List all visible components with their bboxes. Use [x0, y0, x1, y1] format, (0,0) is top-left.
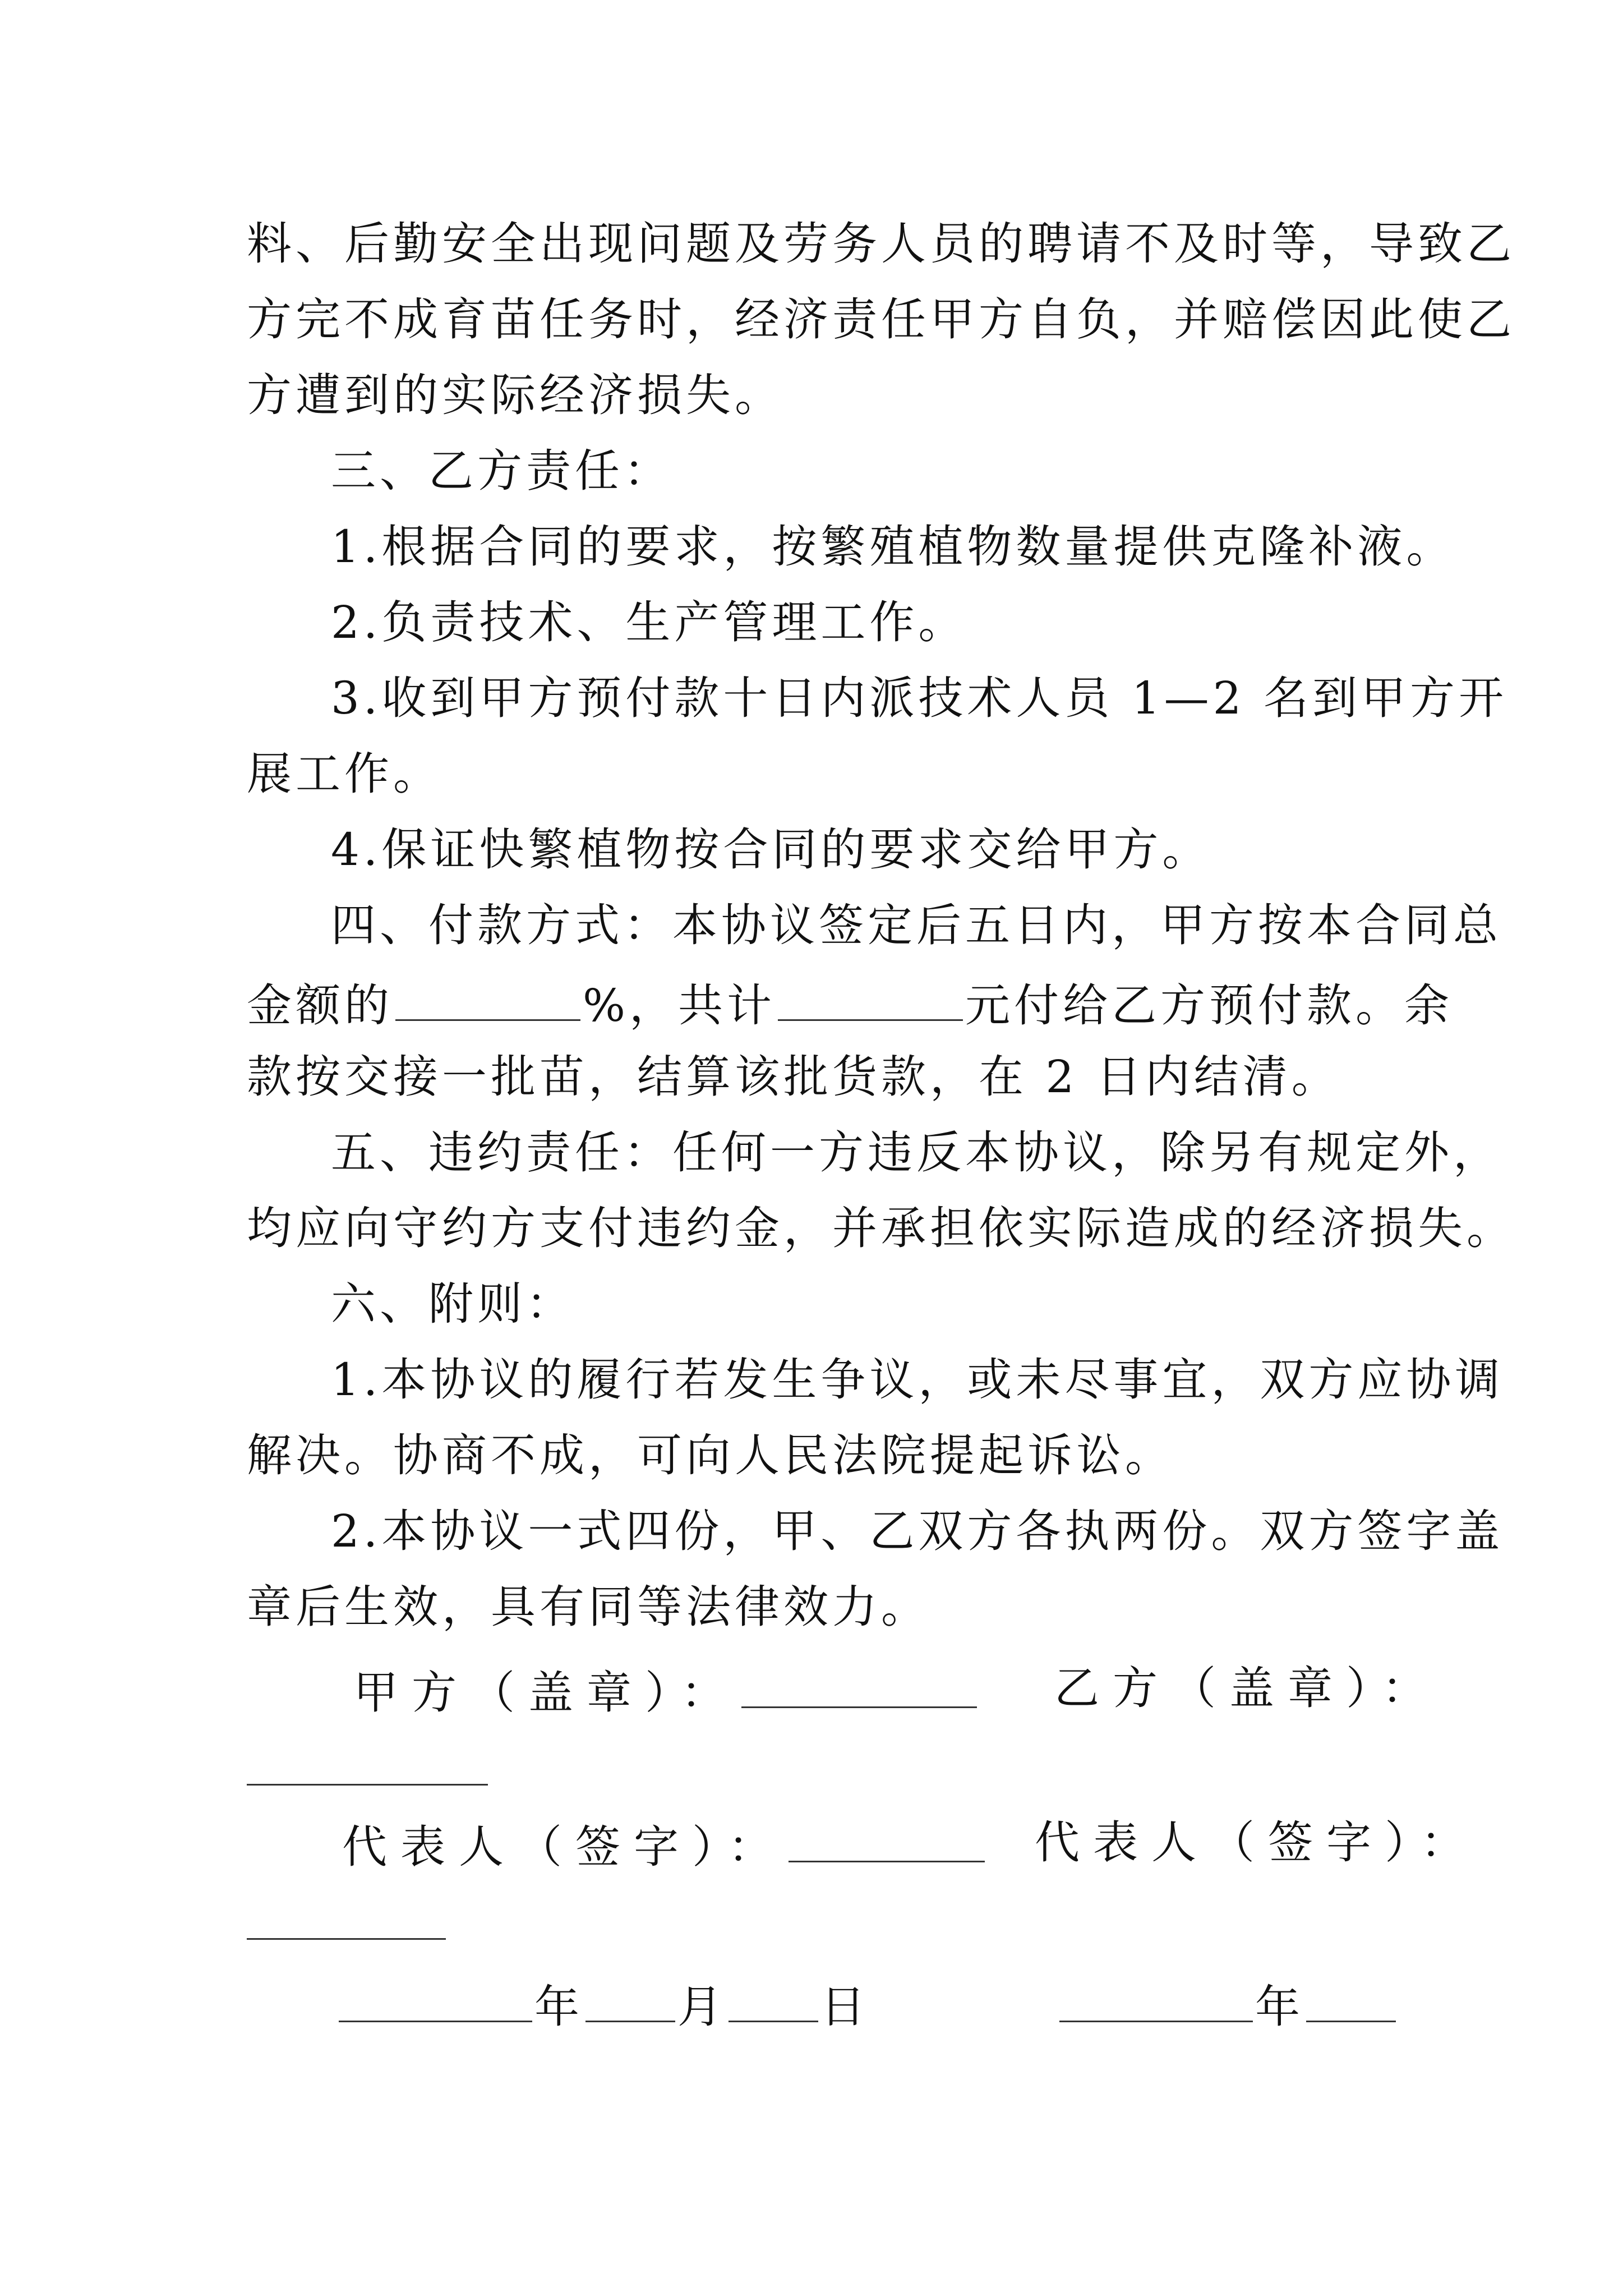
paragraph-line: 方完不成育苗任务时，经济责任甲方自负，并赔偿因此使乙	[247, 293, 1515, 346]
month-blank	[1306, 1980, 1396, 2022]
list-item: 1.根据合同的要求，按繁殖植物数量提供克隆补液。	[331, 521, 1455, 573]
rep-a-line	[342, 1820, 987, 1873]
text-segment: %，共计	[583, 979, 776, 1032]
list-item: 4.保证快繁植物按合同的要求交给甲方。	[331, 823, 1211, 876]
year-label: 年	[1255, 1981, 1304, 2033]
rep-b-label: 代表人（签字）：	[1035, 1816, 1479, 1869]
month-blank	[585, 1980, 675, 2022]
day-blank	[728, 1980, 818, 2022]
date-line-a	[336, 1980, 869, 2033]
section-heading: 五、违约责任：任何一方违反本协议，除另有规定外，	[331, 1126, 1502, 1179]
paragraph-line: 款按交接一批苗，结算该批货款，在 2 日内结清。	[247, 1051, 1340, 1103]
fill-blank-amount	[778, 979, 963, 1021]
rep-a-label: 代表人（签字）：	[342, 1821, 786, 1873]
day-label: 日	[820, 1981, 869, 2033]
year-blank	[1059, 1980, 1253, 2022]
text-segment: 元付给乙方预付款。余	[965, 979, 1454, 1032]
date-line-b	[1057, 1980, 1398, 2033]
paragraph-line: 解决。协商不成，可向人民法院提起诉讼。	[247, 1429, 1174, 1481]
section-heading: 三、乙方责任：	[331, 445, 672, 497]
section-heading: 六、附则：	[331, 1278, 575, 1330]
party-a-seal-line	[353, 1666, 979, 1719]
rep-b-blank	[247, 1938, 446, 1940]
paragraph-line-with-blanks	[247, 979, 1454, 1032]
list-item: 3.收到甲方预付款十日内派技术人员 1—2 名到甲方开	[331, 672, 1507, 724]
list-item: 1.本协议的履行若发生争议，或未尽事宜，双方应协调	[331, 1354, 1504, 1406]
paragraph-line: 料、后勤安全出现问题及劳务人员的聘请不及时等，导致乙	[247, 218, 1515, 270]
party-b-seal-label: 乙方（盖章）：	[1054, 1662, 1440, 1714]
paragraph-line: 均应向守约方支付违约金，并承担依实际造成的经济损失。	[247, 1202, 1515, 1254]
rep-a-blank	[789, 1820, 985, 1862]
paragraph-line: 方遭到的实际经济损失。	[247, 369, 783, 421]
party-b-seal-blank	[247, 1784, 488, 1786]
party-a-seal-blank	[741, 1666, 977, 1708]
month-label: 月	[677, 1981, 726, 2033]
paragraph-line: 章后生效，具有同等法律效力。	[247, 1581, 930, 1633]
year-label: 年	[534, 1981, 583, 2033]
fill-blank-percent	[395, 979, 580, 1021]
list-item: 2.负责技术、生产管理工作。	[331, 596, 967, 648]
party-a-seal-label: 甲方（盖章）：	[353, 1667, 739, 1719]
text-segment: 金额的	[247, 979, 393, 1032]
paragraph-line: 展工作。	[247, 748, 442, 800]
section-heading: 四、付款方式：本协议签定后五日内，甲方按本合同总	[331, 899, 1502, 951]
year-blank	[339, 1980, 532, 2022]
list-item: 2.本协议一式四份，甲、乙双方各执两份。双方签字盖	[331, 1505, 1504, 1557]
